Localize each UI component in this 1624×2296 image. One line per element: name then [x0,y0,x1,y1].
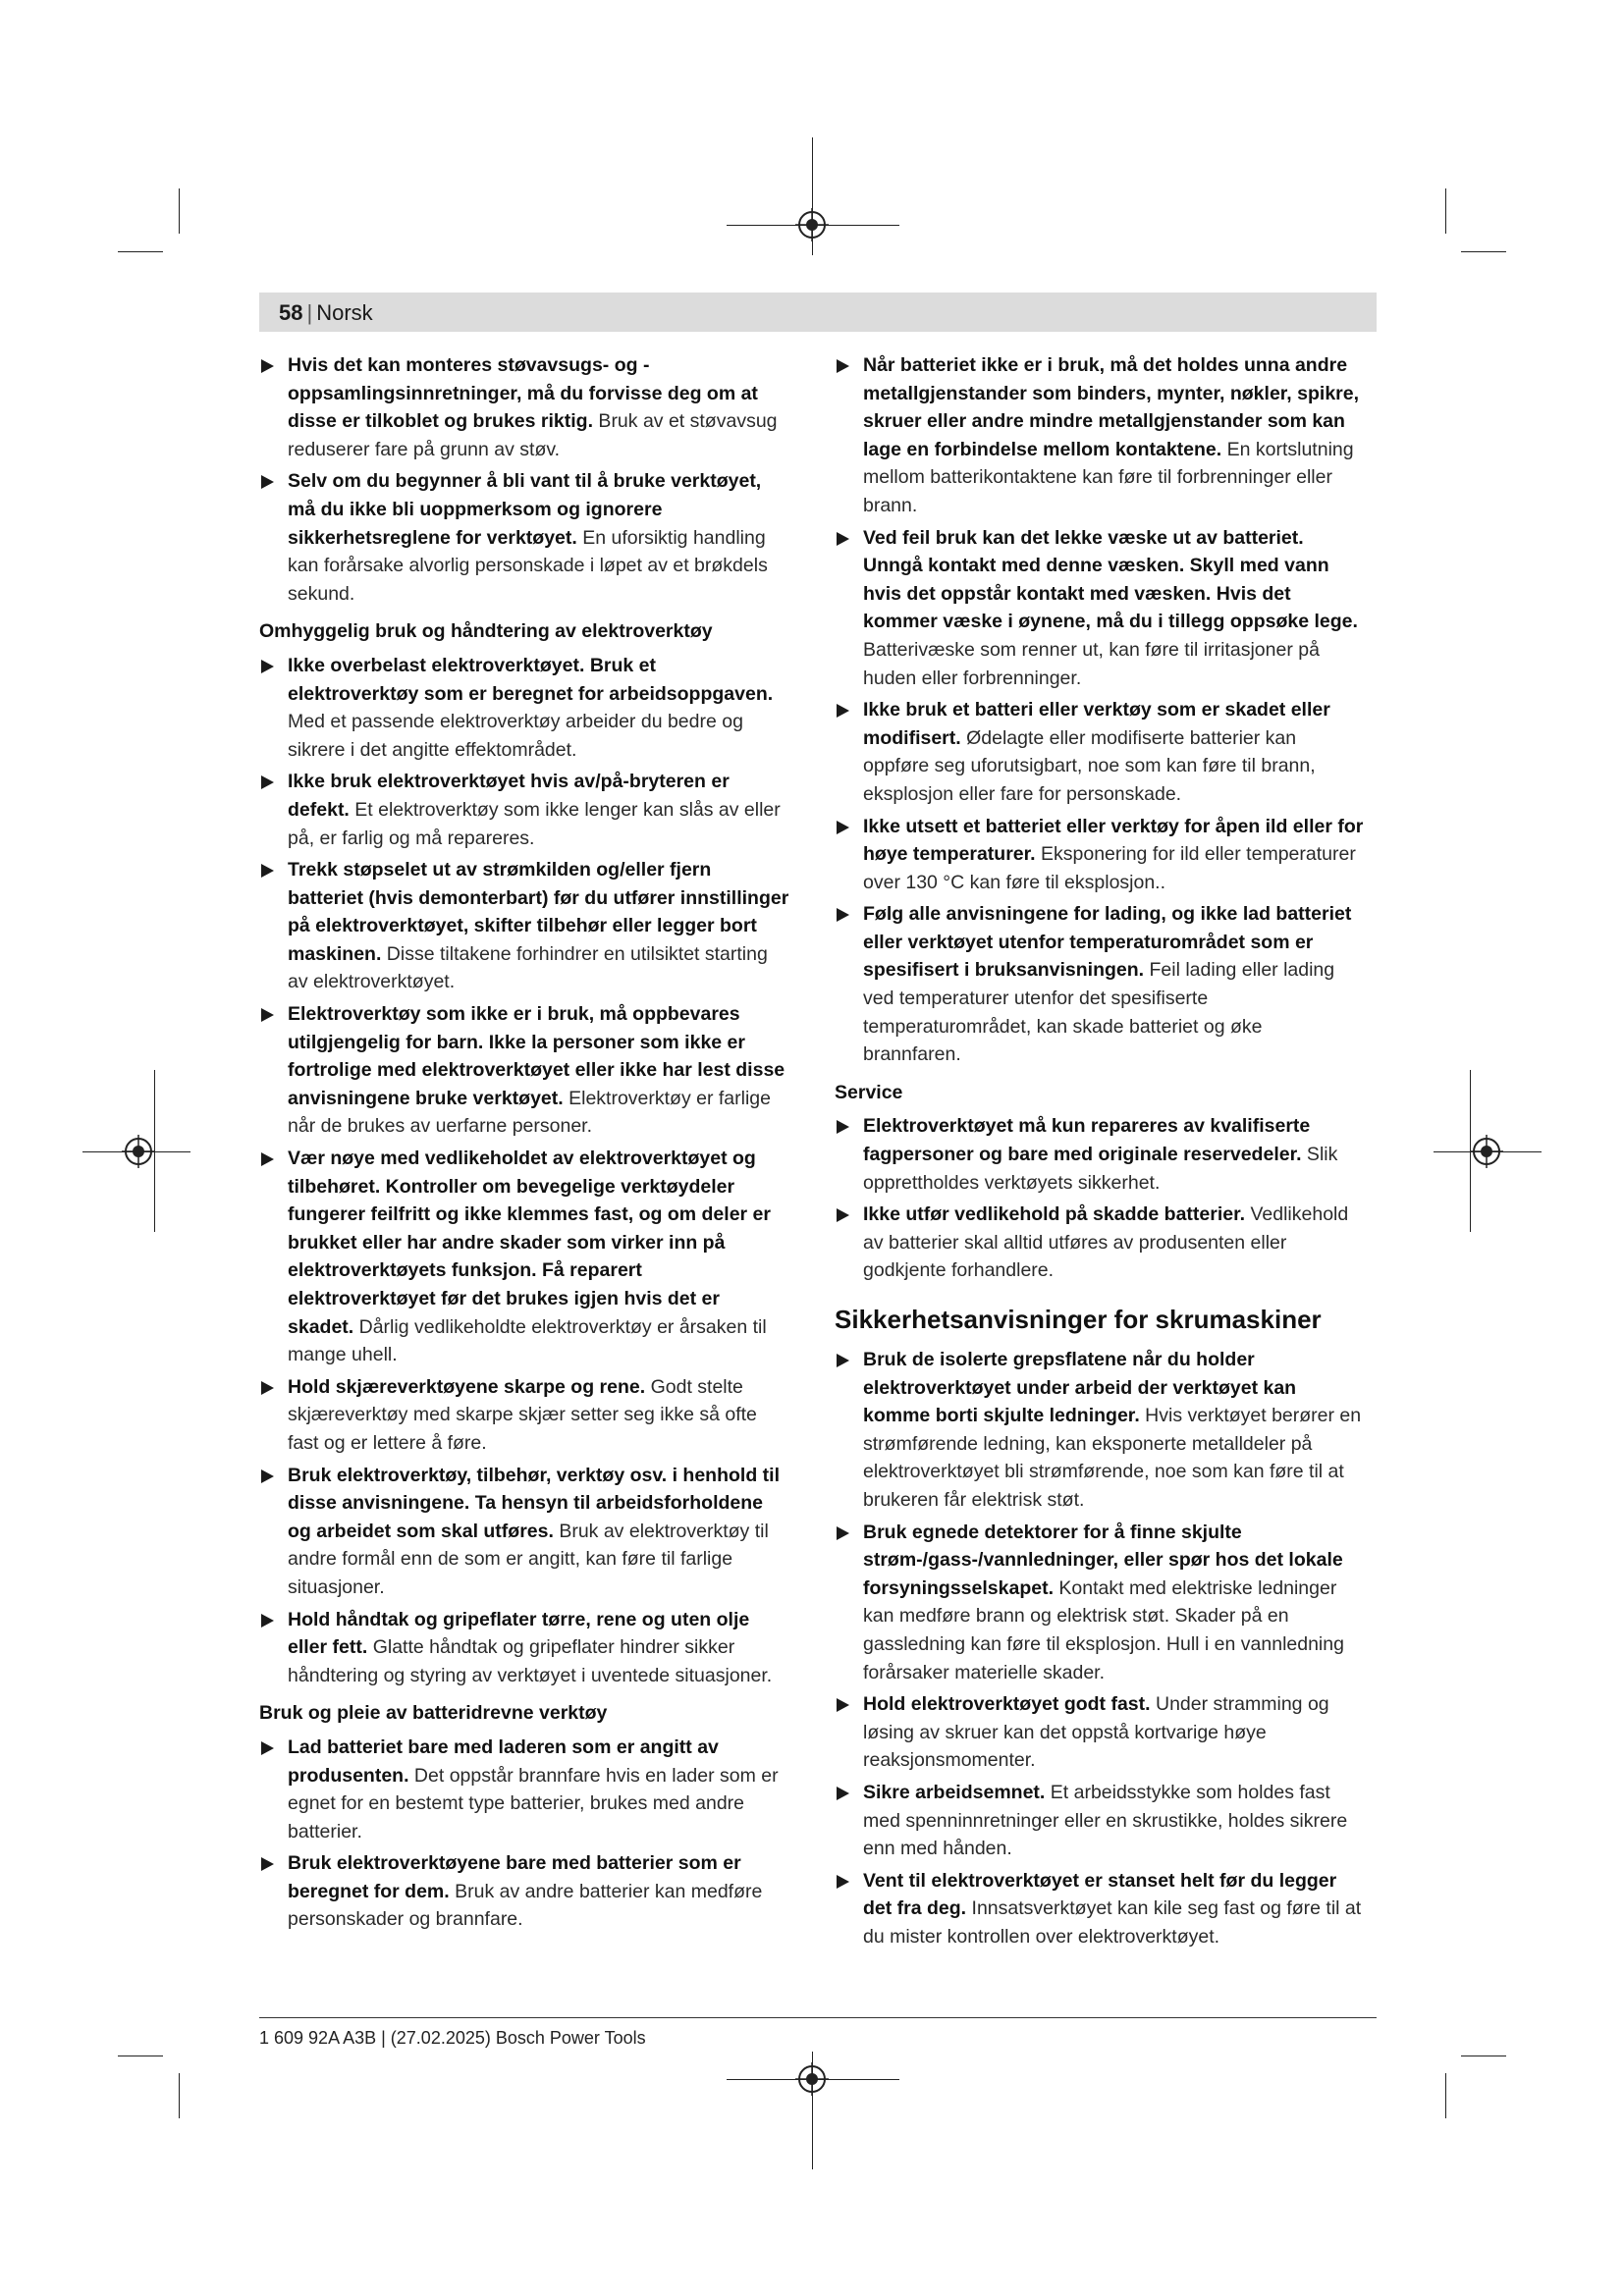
bullet-bold-text: Følg alle anvisningene for lading, og ikke lad batteriet eller verktøyet utenfor temperaturområdet som er spesifisert i bruksanvisningen. [863,903,1352,982]
bullet-body-text: Batterivæske som renner ut, kan føre til irritasjoner på huden eller forbrenninger. [863,638,1320,689]
bullet-arrow-icon [261,475,274,489]
bullet-bold-text: Hvis det kan monteres støvavsugs- og -oppsamlingsinnretninger, må du forvisse deg om at disse er tilkoblet og brukes riktig. [288,354,758,433]
bullet-arrow-icon [837,1354,849,1367]
bullet-bold-text: Vær nøye med vedlikeholdet av elektroverktøyet og tilbehøret. Kontroller om bevegelige verktøydeler fungerer feilfritt og ikke klemmes fast, og om deler er brukket eller har andre skader som virker inn på elektroverktøyets funksjon. Få reparert elektroverktøyet før det brukes igjen hvis det er skadet. [288,1148,771,1338]
bullet-item [259,351,789,463]
bullet-body-text: Godt stelte skjæreverktøy med skarpe skjær setter seg ikke så ofte fast og er lettere å føre. [288,1375,757,1454]
bullet-bold-text: Ikke utsett et batteriet eller verktøy for åpen ild eller for høye temperaturer. [863,815,1364,866]
bullet-item [835,1519,1365,1687]
registration-target-icon [122,1135,155,1168]
bullet-body-text: Hvis verktøyet berører en strømførende ledning, kan eksponerte metalldeler på elektroverktøyet bli strømførende, noe som kan føre til at brukeren får elektrisk støt. [863,1405,1362,1511]
bullet-bold-text: Elektroverktøyet må kun repareres av kvalifiserte fagpersoner og bare med originale reservedeler. [863,1115,1311,1166]
bullet-item [259,467,789,608]
bullet-body-text: Eksponering for ild eller temperaturer over 130 °C kan føre til eksplosjon.. [863,843,1356,893]
header-separator: | [306,300,313,325]
bullet-body-text: Med et passende elektroverktøy arbeider du bedre og sikrere i det angitte effektområdet. [288,711,743,761]
bullet-item [835,1867,1365,1951]
page-header [279,300,373,326]
bullet-item [835,813,1365,897]
bullet-arrow-icon [837,908,849,922]
bullet-arrow-icon [261,775,274,789]
right-top-list [835,351,1365,1069]
crop-mark [118,251,163,252]
bullet-bold-text: Ikke bruk et batteri eller verktøy som er skadet eller modifisert. [863,699,1330,749]
bullet-item [259,1462,789,1602]
bullet-body-text: Glatte håndtak og gripeflater hindrer sikker håndtering og styring av verktøyet i uventede situasjoner. [288,1636,773,1686]
bullet-body-text: Det oppstår brannfare hvis en lader som er egnet for en bestemt type batterier, brukes med andre batterier. [288,1764,779,1842]
page-header-bar [259,293,1377,332]
bullet-bold-text: Ikke utfør vedlikehold på skadde batterier. [863,1203,1246,1226]
section-heading: Bruk og pleie av batteridrevne verktøy [259,1702,608,1725]
registration-target-icon [795,208,829,241]
bullet-bold-text: Sikre arbeidsemnet. [863,1781,1046,1803]
bullet-item [259,1849,789,1934]
bullet-body-text: Kontakt med elektriske ledninger kan medføre brann og elektrisk støt. Skader på en gassledning kan føre til eksplosjon. Hull i en vannledning forårsaker materielle skader. [863,1576,1344,1683]
crop-mark [179,188,180,234]
section-heading: Service [835,1081,903,1103]
bullet-item [259,1373,789,1458]
registration-target-icon [795,2062,829,2096]
bullet-item [259,1000,789,1141]
section-heading: Omhyggelig bruk og håndtering av elektroverktøy [259,620,713,643]
left-column [259,351,789,1938]
footer-rule [259,2017,1377,2018]
bullet-item [259,856,789,996]
bullet-arrow-icon [261,1614,274,1628]
bullet-arrow-icon [261,1008,274,1022]
left-top-list [259,351,789,608]
bullet-bold-text: Ved feil bruk kan det lekke væske ut av batteriet. Unngå kontakt med denne væsken. Skyll med vann hvis det oppstår kontakt med væsken. Hvis det kommer væske i øynene, må du i tillegg oppsøke lege. [863,526,1358,633]
bullet-body-text: Bruk av andre batterier kan medføre personskader og brannfare. [288,1880,763,1931]
bullet-item [259,768,789,852]
bullet-arrow-icon [261,864,274,878]
bullet-arrow-icon [837,1875,849,1889]
registration-target-icon [1470,1135,1503,1168]
bullet-bold-text: Vent til elektroverktøyet er stanset helt før du legger det fra deg. [863,1869,1337,1920]
bullet-body-text: Innsatsverktøyet kan kile seg fast og føre til at du mister kontrollen over elektroverktøyet. [863,1897,1362,1948]
bullet-bold-text: Elektroverktøy som ikke er i bruk, må oppbevares utilgjengelig for barn. Ikke la personer som ikke er fortrolige med elektroverktøyet eller ikke har lest disse anvisningene bruke verktøyet. [288,1003,785,1109]
bullet-body-text: Bruk av et støvavsug reduserer fare på grunn av støv. [288,410,778,460]
bullet-item [259,652,789,764]
bullet-item [835,1112,1365,1197]
bullet-bold-text: Bruk de isolerte grepsflatene når du holder elektroverktøyet under arbeid der verktøyet kan komme borti skjulte ledninger. [863,1349,1297,1427]
bullet-bold-text: Lad batteriet bare med laderen som er angitt av produsenten. [288,1735,719,1787]
bullet-arrow-icon [837,1120,849,1134]
bullet-arrow-icon [261,660,274,673]
bullet-body-text: Vedlikehold av batterier skal alltid utføres av produsenten eller godkjente forhandlere. [863,1203,1349,1282]
bullet-bold-text: Trekk støpselet ut av strømkilden og/eller fjern batteriet (hvis demonterbart) før du utfører innstillinger på elektroverktøyet, skifter tilbehør eller legger bort maskinen. [288,859,789,965]
bullet-arrow-icon [837,1208,849,1222]
bullet-arrow-icon [837,1787,849,1800]
bullet-bold-text: Når batteriet ikke er i bruk, må det holdes unna andre metallgjenstander som binders, mynter, nøkler, spikre, skruer eller andre mindre metallgjenstander som kan lage en forbindelse mellom kontaktene. [863,354,1360,460]
bullet-body-text: Et elektroverktøy som ikke lenger kan slås av eller på, er farlig og må repareres. [288,798,781,849]
bullet-body-text: Under stramming og løsing av skruer kan det oppstå kortvarige høye reaksjonsmomenter. [863,1693,1329,1772]
crop-mark [1445,188,1446,234]
bullet-item [259,1145,789,1369]
bullet-item [835,524,1365,693]
bullet-item [835,696,1365,808]
bullet-item [835,1779,1365,1863]
bullet-arrow-icon [837,821,849,834]
page-number: 58 [279,300,303,325]
bullet-body-text: Ødelagte eller modifiserte batterier kan oppføre seg uforutsigbart, noe som kan føre til brann, eksplosjon eller fare for personskade. [863,726,1316,805]
bullet-arrow-icon [261,1381,274,1395]
bullet-body-text: En kortslutning mellom batterikontaktene kan føre til forbrenninger eller brann. [863,438,1354,516]
header-language: Norsk [316,300,373,325]
bullet-arrow-icon [261,1469,274,1483]
section-title: Sikkerhetsanvisninger for skrumaskiner [835,1305,1322,1334]
bullet-body-text: Et arbeidsstykke som holdes fast med spenninnretninger eller en skrustikke, holdes sikrere enn med hånden. [863,1781,1348,1860]
right-column [835,351,1365,1954]
bullet-body-text: Disse tiltakene forhindrer en utilsiktet starting av elektroverktøyet. [288,942,768,993]
bullet-item [835,1346,1365,1515]
bullet-arrow-icon [837,704,849,718]
bullet-arrow-icon [261,1741,274,1755]
bullet-bold-text: Bruk elektroverktøy, tilbehør, verktøy osv. i henhold til disse anvisningene. Ta hensyn til arbeidsforholdene og arbeidet som skal utføres. [288,1464,780,1542]
bullet-body-text: Slik opprettholdes verktøyets sikkerhet. [863,1144,1338,1194]
bullet-body-text: Elektroverktøy er farlige når de brukes av uerfarne personer. [288,1087,771,1138]
left-list-1 [259,652,789,1689]
bullet-item [835,900,1365,1069]
crop-mark [1445,2073,1446,2118]
left-list-2 [259,1734,789,1934]
crop-mark [179,2073,180,2118]
bullet-body-text: Dårlig vedlikeholdte elektroverktøy er årsaken til mange uhell. [288,1315,767,1366]
bullet-arrow-icon [837,532,849,546]
bullet-bold-text: Hold skjæreverktøyene skarpe og rene. [288,1375,646,1398]
bullet-arrow-icon [261,1152,274,1166]
bullet-body-text: Feil lading eller lading ved temperaturer utenfor det spesifiserte temperaturområdet, kan skade batteriet og øke brannfaren. [863,959,1335,1066]
bullet-item [259,1734,789,1845]
bullet-body-text: Bruk av elektroverktøy til andre formål enn de som er angitt, kan føre til farlige situasjoner. [288,1520,769,1598]
bullet-arrow-icon [837,359,849,373]
bullet-bold-text: Selv om du begynner å bli vant til å bruke verktøyet, må du ikke bli uoppmerksom og ignorere sikkerhetsreglene for verktøyet. [288,470,762,549]
bullet-arrow-icon [261,1857,274,1871]
bullet-body-text: En uforsiktig handling kan forårsake alvorlig personskade i løpet av et brøkdels sekund. [288,526,768,605]
footer-text: 1 609 92A A3B | (27.02.2025) Bosch Power Tools [259,2028,646,2048]
right-section-list [835,1346,1365,1950]
bullet-bold-text: Ikke bruk elektroverktøyet hvis av/på-bryteren er defekt. [288,771,730,821]
bullet-arrow-icon [261,359,274,373]
bullet-item [835,1201,1365,1285]
bullet-bold-text: Hold elektroverktøyet godt fast. [863,1693,1151,1716]
crop-mark [1461,251,1506,252]
bullet-bold-text: Hold håndtak og gripeflater tørre, rene og uten olje eller fett. [288,1608,750,1659]
bullet-arrow-icon [837,1526,849,1540]
bullet-arrow-icon [837,1698,849,1712]
bullet-bold-text: Ikke overbelast elektroverktøyet. Bruk et elektroverktøy som er beregnet for arbeidsoppgaven. [288,654,774,705]
bullet-bold-text: Bruk egnede detektorer for å finne skjulte strøm-/gass-/vannledninger, eller spør hos det lokale forsyningsselskapet. [863,1521,1343,1599]
bullet-item [835,1690,1365,1775]
bullet-item [835,351,1365,520]
right-service-list [835,1112,1365,1285]
bullet-bold-text: Bruk elektroverktøyene bare med batterier som er beregnet for dem. [288,1852,741,1902]
bullet-item [259,1606,789,1690]
